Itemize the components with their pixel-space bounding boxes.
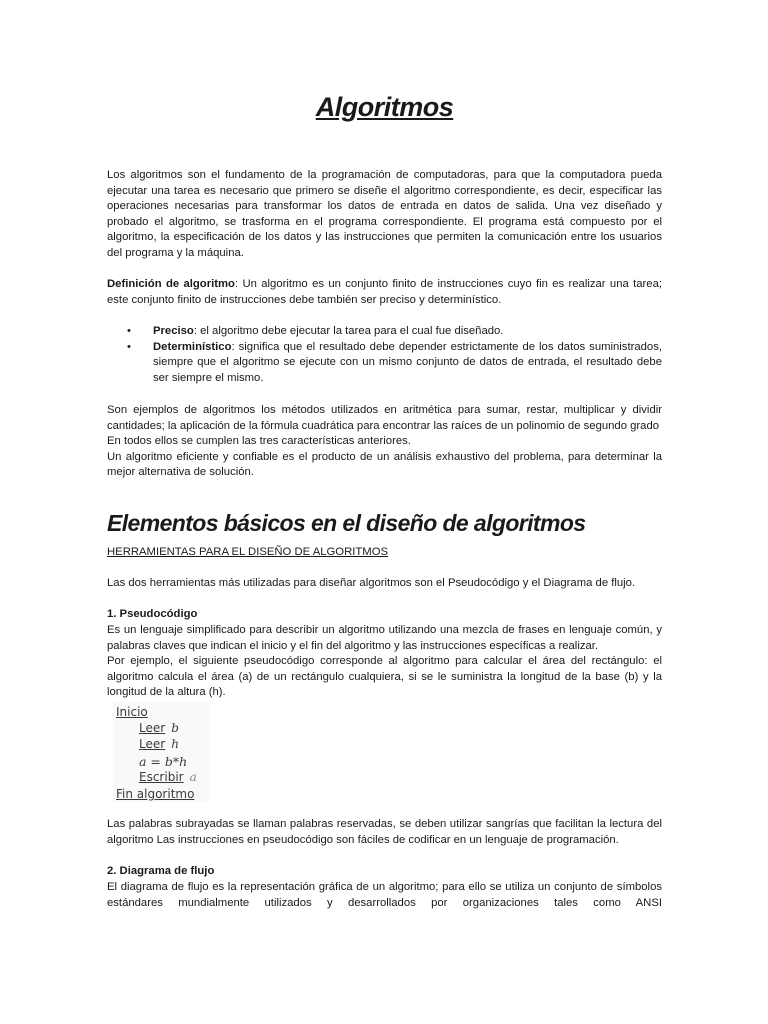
- pseudocode-figure: [113, 702, 209, 802]
- examples-line: En todos ellos se cumplen las tres características anteriores.: [107, 435, 411, 448]
- area-formula: a = b*h: [139, 754, 188, 769]
- definition-term: Definición de algoritmo: [107, 278, 235, 290]
- bullet-term: Determinístico: [153, 340, 232, 353]
- pseudocode-line: [139, 754, 187, 769]
- keyword-inicio: Inicio: [116, 705, 148, 719]
- pseudocode-line: [139, 721, 179, 735]
- pseudocode-line: [139, 770, 197, 784]
- examples-paragraph: [107, 403, 662, 481]
- pseudocode-line: [139, 737, 179, 751]
- keyword-escribir: Escribir: [139, 770, 184, 784]
- examples-line: Un algoritmo eficiente y confiable es el producto de un análisis exhaustivo del problema, para determinar la mejor alternativa de solución.: [107, 450, 662, 479]
- list-item: [107, 324, 662, 340]
- pseudocode-line: [116, 705, 148, 719]
- intro-paragraph: Los algoritmos son el fundamento de la programación de computadoras, para que la computadora pueda ejecutar una tarea es necesario que primero se diseñe el algoritmo correspondiente, es decir, especificar las operaciones necesarias para transformar los datos de entrada en datos de salida. Una vez diseñado y probado el algoritmo, se trasforma en el programa correspondiente. El programa está compuesto por el algoritmo, la especificación de los datos y las instrucciones que permiten la comunicación entre los usuarios del programa y la máquina.: [107, 169, 662, 259]
- page-title: Algoritmos: [315, 92, 454, 122]
- definition-paragraph: [107, 277, 662, 308]
- bullet-icon: •: [127, 340, 131, 353]
- section-heading: Elementos básicos en el diseño de algoritmos: [107, 510, 586, 536]
- bullet-text: : el algoritmo debe ejecutar la tarea para el cual fue diseñado.: [193, 325, 504, 337]
- definition-text: : Un algoritmo es un conjunto finito de instrucciones cuyo fin es realizar una tarea; este conjunto finito de instrucciones debe también ser preciso y determinístico.: [107, 278, 662, 306]
- tools-intro: Las dos herramientas más utilizadas para diseñar algoritmos son el Pseudocódigo y el Diagrama de flujo.: [107, 577, 636, 589]
- variable-a: a: [189, 770, 197, 784]
- pseudocode-example: Por ejemplo, el siguiente pseudocódigo corresponde al algoritmo para calcular el área del rectángulo: el algoritmo calcula el área (a) de un rectángulo cualquiera, si se le suministra la longitud de la base (b) y la longitud de la altura (h).: [107, 655, 662, 699]
- keyword-leer: Leer: [139, 721, 166, 735]
- examples-line: Son ejemplos de algoritmos los métodos utilizados en aritmética para sumar, restar, multiplicar y dividir cantidades; la aplicación de la fórmula cuadrática para encontrar las raíces de un polinomio de segundo grado: [107, 404, 662, 432]
- bullet-text: : significa que el resultado debe depender estrictamente de los datos suministrados, siempre que el algoritmo se ejecute con un mismo conjunto de datos de entrada, el resultado debe ser siempre el mismo.: [153, 340, 662, 384]
- section-subheading: HERRAMIENTAS PARA EL DISEÑO DE ALGORITMOS: [107, 546, 389, 558]
- bullet-term: Preciso: [153, 325, 194, 337]
- pseudocode-description: Es un lenguaje simplificado para describir un algoritmo utilizando una mezcla de frases en lenguaje común, y palabras claves que indican el inicio y el fin del algoritmo y las instrucciones específicas a realizar.: [107, 624, 662, 652]
- keyword-leer: Leer: [139, 737, 166, 751]
- variable-h: h: [171, 737, 179, 751]
- list-item: [107, 340, 662, 387]
- pseudocode-heading: 1. Pseudocódigo: [107, 608, 198, 620]
- properties-list: [107, 324, 662, 386]
- bullet-icon: •: [127, 325, 131, 337]
- keyword-fin-algoritmo: Fin algoritmo: [116, 787, 195, 801]
- pseudocode-after: Las palabras subrayadas se llaman palabras reservadas, se deben utilizar sangrías que facilitan la lectura del algoritmo Las instrucciones en pseudocódigo son fáciles de codificar en un lenguaje de programación.: [107, 818, 662, 846]
- variable-b: b: [171, 721, 179, 735]
- flowchart-description: El diagrama de flujo es la representación gráfica de un algoritmo; para ello se utiliza un conjunto de símbolos estándares mundialmente utilizados y desarrollados por organizaciones tales como ANSI: [107, 881, 662, 909]
- pseudocode-line: [116, 787, 194, 801]
- flowchart-heading: 2. Diagrama de flujo: [107, 865, 215, 877]
